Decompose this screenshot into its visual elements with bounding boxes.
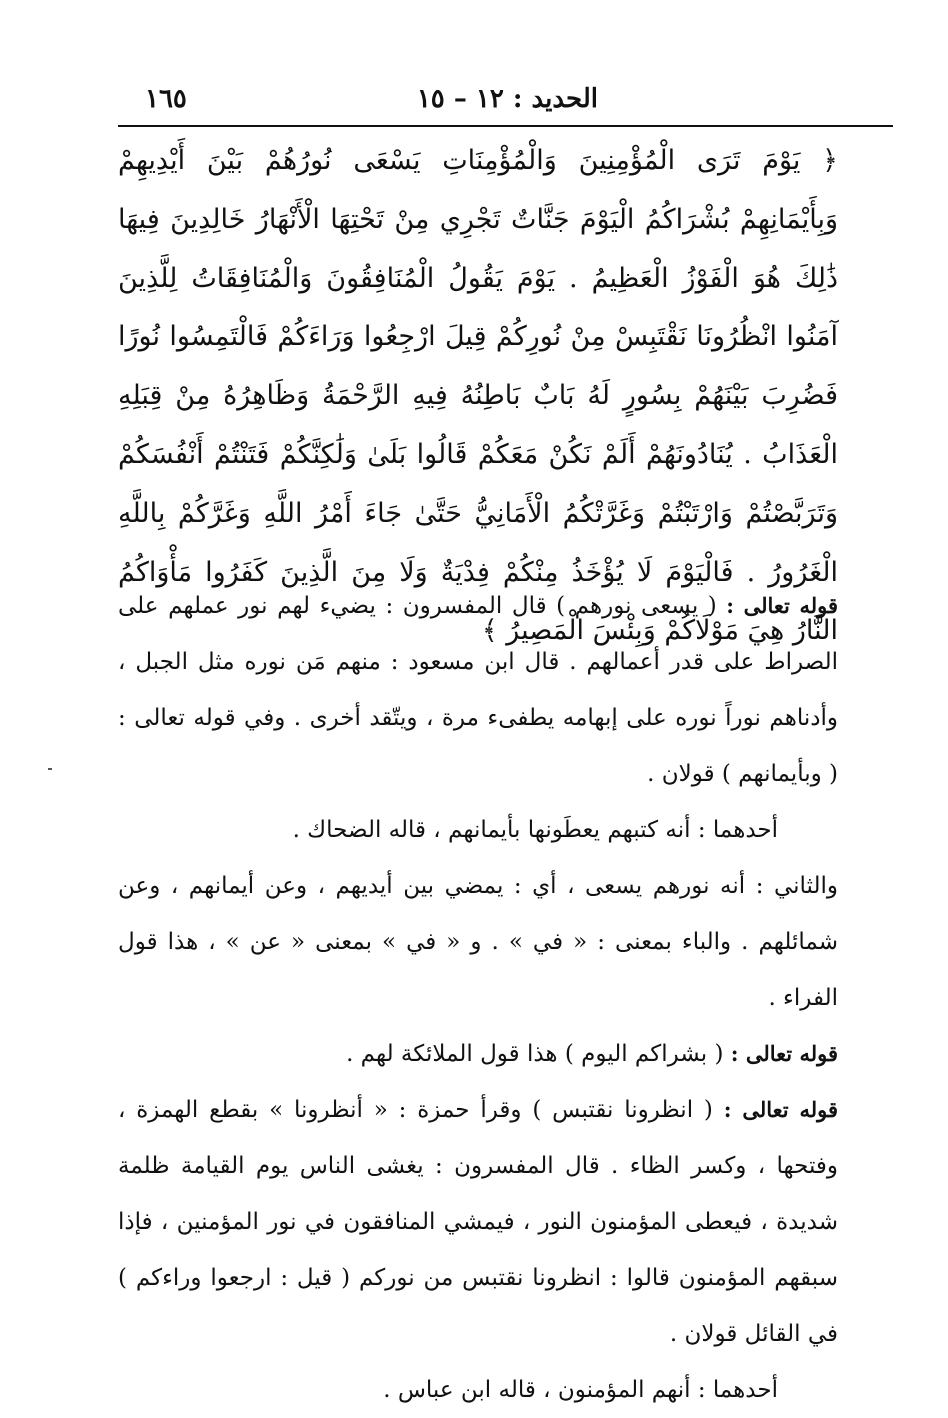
commentary-text: ( انظرونا نقتبس ) وقرأ حمزة : « أنظرونا » بقطع الهمزة ، وفتحها ، وكسر الظاء . قال المفسرون : يغشى الناس يوم القيامة ظلمة شديدة ، فيعطى المؤمنون النور ، فيمشي المنافقون في نور المؤمنين ، فإذا سبقهم المؤمنون قالوا : انظرونا نقتبس من نوركم ( قيل : ارجعوا وراءكم ) في القائل قولان . bbox=[118, 1097, 838, 1347]
page-header bbox=[125, 78, 823, 118]
quran-verse-block: ﴿ يَوْمَ تَرَى الْمُؤْمِنِينَ وَالْمُؤْمِنَاتِ يَسْعَى نُورُهُمْ بَيْنَ أَيْدِيهِمْ وَبِأَيْمَانِهِمْ بُشْرَاكُمُ الْيَوْمَ جَنَّاتٌ تَجْرِي مِنْ تَحْتِهَا الْأَنْهَارُ خَالِدِينَ فِيهَا ذَٰلِكَ هُوَ الْفَوْزُ الْعَظِيمُ . يَوْمَ يَقُولُ الْمُنَافِقُونَ وَالْمُنَافِقَاتُ لِلَّذِينَ آمَنُوا انْظُرُونَا نَقْتَبِسْ مِنْ نُورِكُمْ قِيلَ ارْجِعُوا وَرَاءَكُمْ فَالْتَمِسُوا نُورًا فَضُرِبَ بَيْنَهُمْ بِسُورٍ لَهُ بَابٌ بَاطِنُهُ فِيهِ الرَّحْمَةُ وَظَاهِرُهُ مِنْ قِبَلِهِ الْعَذَابُ . يُنَادُونَهُمْ أَلَمْ نَكُنْ مَعَكُمْ قَالُوا بَلَىٰ وَلَٰكِنَّكُمْ فَتَنْتُمْ أَنْفُسَكُمْ وَتَرَبَّصْتُمْ وَارْتَبْتُمْ وَغَرَّتْكُمُ الْأَمَانِيُّ حَتَّىٰ جَاءَ أَمْرُ اللَّهِ وَغَرَّكُمْ بِاللَّهِ الْغَرُورُ . فَالْيَوْمَ لَا يُؤْخَذُ مِنْكُمْ فِدْيَةٌ وَلَا مِنَ الَّذِينَ كَفَرُوا مَأْوَاكُمُ النَّارُ هِيَ مَوْلَاكُمْ وَبِئْسَ الْمَصِيرُ ﴾ bbox=[118, 145, 838, 647]
header-rule bbox=[118, 125, 893, 127]
commentary-lead: قوله تعالى : bbox=[716, 593, 838, 618]
commentary-paragraph bbox=[118, 1082, 838, 1362]
commentary-block bbox=[118, 578, 838, 1418]
commentary-text: أحدهما : أنهم المؤمنون ، قاله ابن عباس . bbox=[383, 1377, 778, 1403]
commentary-lead: قوله تعالى : bbox=[712, 1097, 838, 1122]
page-number: ١٦٥ bbox=[145, 84, 187, 114]
commentary-lead: قوله تعالى : bbox=[723, 1041, 838, 1066]
commentary-text: ( بشراكم اليوم ) هذا قول الملائكة لهم . bbox=[346, 1041, 724, 1067]
commentary-text: أحدهما : أنه كتبهم يعطَونها بأيمانهم ، قاله الضحاك . bbox=[292, 817, 778, 843]
commentary-paragraph bbox=[118, 578, 838, 802]
margin-speck bbox=[48, 768, 52, 770]
chapter-reference: الحديد : ١٢ – ١٥ bbox=[416, 84, 598, 114]
commentary-text: والثاني : أنه نورهم يسعى ، أي : يمضي بين أيديهم ، وعن أيمانهم ، وعن شمائلهم . والباء بمعنى : « في » . و « في » بمعنى « عن » ، هذا قول الفراء . bbox=[118, 873, 838, 1011]
commentary-paragraph bbox=[118, 1362, 838, 1418]
commentary-paragraph bbox=[118, 1026, 838, 1082]
commentary-paragraph bbox=[118, 802, 838, 858]
commentary-text: ( يسعى نورهم ) قال المفسرون : يضيء لهم نور عملهم على الصراط على قدر أعمالهم . قال ابن مسعود : منهم مَن نوره مثل الجبل ، وأدناهم نوراً نوره على إبهامه يطفىء مرة ، ويتّقد أخرى . وفي قوله تعالى : ( وبأيمانهم ) قولان . bbox=[118, 593, 838, 787]
commentary-paragraph bbox=[118, 858, 838, 1026]
